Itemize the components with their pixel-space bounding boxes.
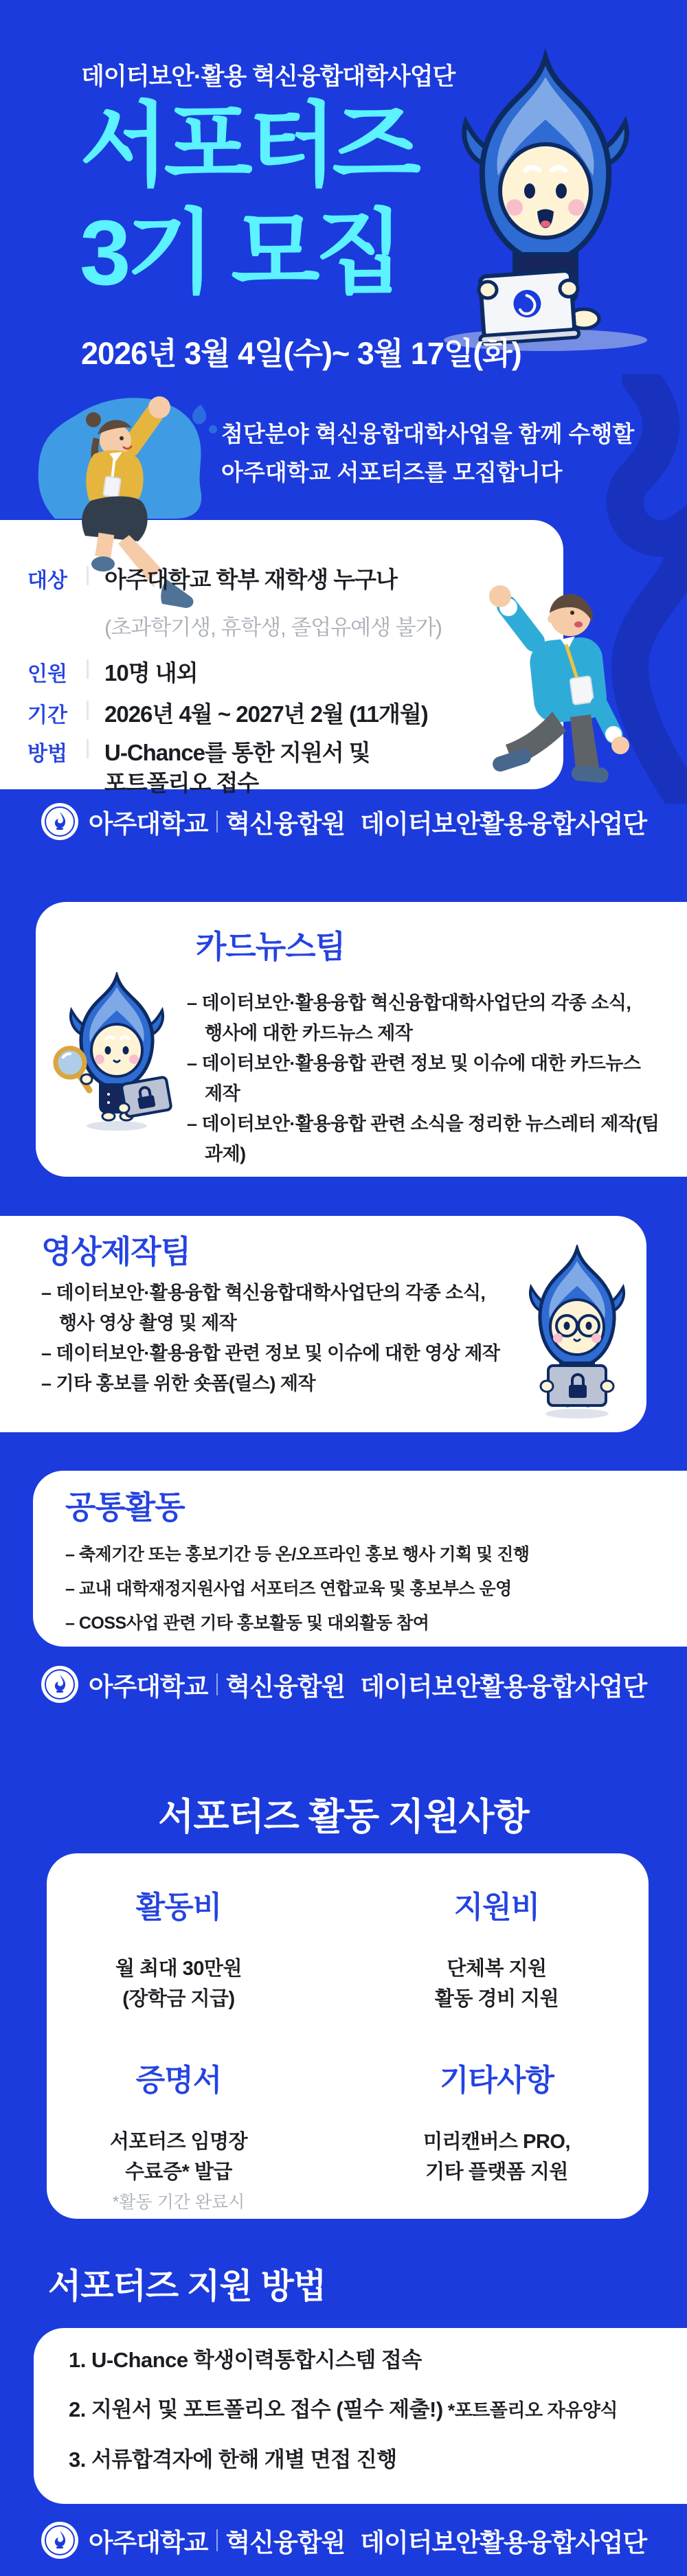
- recruit-value-method-line1: U-Chance를 통한 지원서 및: [104, 740, 370, 765]
- apply-step-3: 3. 서류합격자에 한해 개별 면접 진행: [69, 2448, 397, 2472]
- flame-mascot-glasses-illustration: [507, 1245, 648, 1423]
- benefit-item-activity-fee: [54, 1882, 304, 2014]
- benefit-line: 서포터즈 임명장: [109, 2131, 248, 2153]
- org-university-name: 아주대학교: [88, 2529, 208, 2557]
- recruit-label-period: 기간: [27, 704, 67, 727]
- divider: [87, 659, 89, 679]
- org-institute-name: 혁신융합원: [225, 2529, 346, 2557]
- apply-steps: [69, 2349, 673, 2498]
- benefit-title: 활동비: [135, 1890, 222, 1924]
- benefit-title: 기타사항: [439, 2064, 554, 2097]
- benefit-line: 수료증* 발급: [125, 2161, 232, 2183]
- benefit-line: 월 최대 30만원: [115, 1958, 242, 1980]
- benefit-line: (장학금 지급): [122, 1988, 235, 2010]
- ajou-university-seal-icon: [41, 802, 79, 841]
- team-bullets-video: [41, 1278, 515, 1399]
- divider: [216, 811, 218, 833]
- poster-title-line1: 서포터즈: [80, 95, 416, 197]
- org-unit-name: 데이터보안활용융합사업단: [360, 2529, 647, 2557]
- org-logo-band: [0, 801, 687, 842]
- recruit-label-target: 대상: [27, 569, 67, 592]
- recruit-value-headcount: 10명 내외: [104, 660, 198, 686]
- org-university-name: 아주대학교: [88, 810, 208, 838]
- divider: [87, 701, 89, 720]
- benefit-item-certificate: [54, 2055, 304, 2216]
- recruit-value-target-note: (초과학기생, 휴학생, 졸업유예생 불가): [104, 615, 442, 640]
- divider: [216, 2529, 218, 2551]
- divider: [87, 566, 89, 585]
- poster-title-line2: 3기 모집: [80, 202, 400, 304]
- org-unit-name: 데이터보안활용융합사업단: [360, 810, 647, 838]
- benefit-item-etc: [372, 2055, 622, 2187]
- benefit-line: 미리캔버스 PRO,: [423, 2131, 571, 2153]
- bullet-item: – 축제기간 또는 홍보기간 등 온/오프라인 홍보 행사 기획 및 진행: [65, 1545, 530, 1564]
- intro-line2: 아주대학교 서포터즈를 모집합니다: [221, 460, 563, 485]
- apply-heading: 서포터즈 지원 방법: [48, 2267, 326, 2305]
- intro-text: [221, 415, 634, 492]
- team-title-cardnews: 카드뉴스팀: [196, 929, 346, 964]
- cheering-woman-illustration: [27, 387, 234, 642]
- team-title-video: 영상제작팀: [41, 1234, 191, 1269]
- divider: [216, 1673, 218, 1695]
- bullet-item: – 데이터보안·활용융합 혁신융합대학사업단의 각종 소식, 행사에 대한 카드뉴스 제작: [187, 993, 631, 1043]
- bullet-item: – 데이터보안·활용융합 관련 정보 및 이슈에 대한 영상 제작: [41, 1343, 500, 1364]
- recruit-value-method-line2: 포트폴리오 접수: [104, 770, 259, 795]
- apply-step-2: 2. 지원서 및 포트폴리오 접수 (필수 제출!) *포트폴리오 자유양식: [69, 2397, 618, 2421]
- org-logo-band: [0, 1664, 687, 1705]
- org-logo-band: [0, 2520, 687, 2561]
- recruit-value-period: 2026년 4월 ~ 2027년 2월 (11개월): [104, 701, 428, 727]
- bullet-item: – 기타 홍보를 위한 숏폼(릴스) 제작: [41, 1373, 316, 1394]
- apply-step-2-note: *포트폴리오 자유양식: [442, 2400, 618, 2421]
- benefit-title: 증명서: [135, 2064, 222, 2097]
- bullet-item: – 데이터보안·활용융합 관련 정보 및 이슈에 대한 카드뉴스 제작: [187, 1053, 641, 1104]
- flame-mascot-magnifier-illustration: [43, 972, 192, 1137]
- bullet-item: – 데이터보안·활용융합 혁신융합대학사업단의 각종 소식, 행사 영상 촬영 및 제작: [41, 1283, 486, 1333]
- org-institute-name: 혁신융합원: [225, 1673, 346, 1701]
- benefits-card: [47, 1853, 649, 2219]
- bullet-item: – 데이터보안·활용융합 관련 소식을 정리한 뉴스레터 제작(팀 과제): [187, 1114, 660, 1164]
- flame-mascot-hero-illustration: [411, 48, 680, 354]
- benefit-item-support-fee: [372, 1882, 622, 2014]
- divider: [87, 739, 89, 758]
- benefits-heading: 서포터즈 활동 지원사항: [158, 1796, 529, 1838]
- recruit-value-target: 아주대학교 학부 재학생 누구나: [104, 567, 397, 592]
- application-period: 2026년 3월 4일(수)~ 3월 17일(화): [81, 336, 521, 371]
- recruit-label-headcount: 인원: [27, 663, 67, 686]
- program-eyebrow: 데이터보안·활용 혁신융합대학사업단: [81, 63, 455, 90]
- bullet-item: – COSS사업 관련 기타 홍보활동 및 대외활동 참여: [65, 1614, 429, 1633]
- org-university-name: 아주대학교: [88, 1673, 208, 1701]
- ajou-university-seal-icon: [41, 1665, 79, 1704]
- intro-line1: 첨단분야 혁신융합대학사업을 함께 수행할: [221, 421, 635, 447]
- benefit-line: 단체복 지원: [447, 1958, 547, 1980]
- team-bullets-common: [65, 1537, 670, 1640]
- org-unit-name: 데이터보안활용융합사업단: [360, 1673, 647, 1701]
- recruit-label-method: 방법: [27, 743, 67, 765]
- benefit-note: *활동 기간 완료시: [112, 2193, 245, 2212]
- team-title-common: 공통활동: [65, 1489, 185, 1525]
- apply-step-1: 1. U-Chance 학생이력통합시스템 접속: [69, 2348, 422, 2372]
- ajou-university-seal-icon: [41, 2521, 79, 2560]
- walking-man-illustration: [469, 576, 640, 790]
- benefit-line: 기타 플랫폼 지원: [425, 2161, 568, 2183]
- org-institute-name: 혁신융합원: [225, 810, 346, 838]
- benefit-title: 지원비: [453, 1890, 540, 1924]
- benefit-line: 활동 경비 지원: [434, 1988, 559, 2010]
- team-bullets-cardnews: [187, 988, 678, 1169]
- bullet-item: – 교내 대학재정지원사업 서포터즈 연합교육 및 홍보부스 운영: [65, 1579, 512, 1598]
